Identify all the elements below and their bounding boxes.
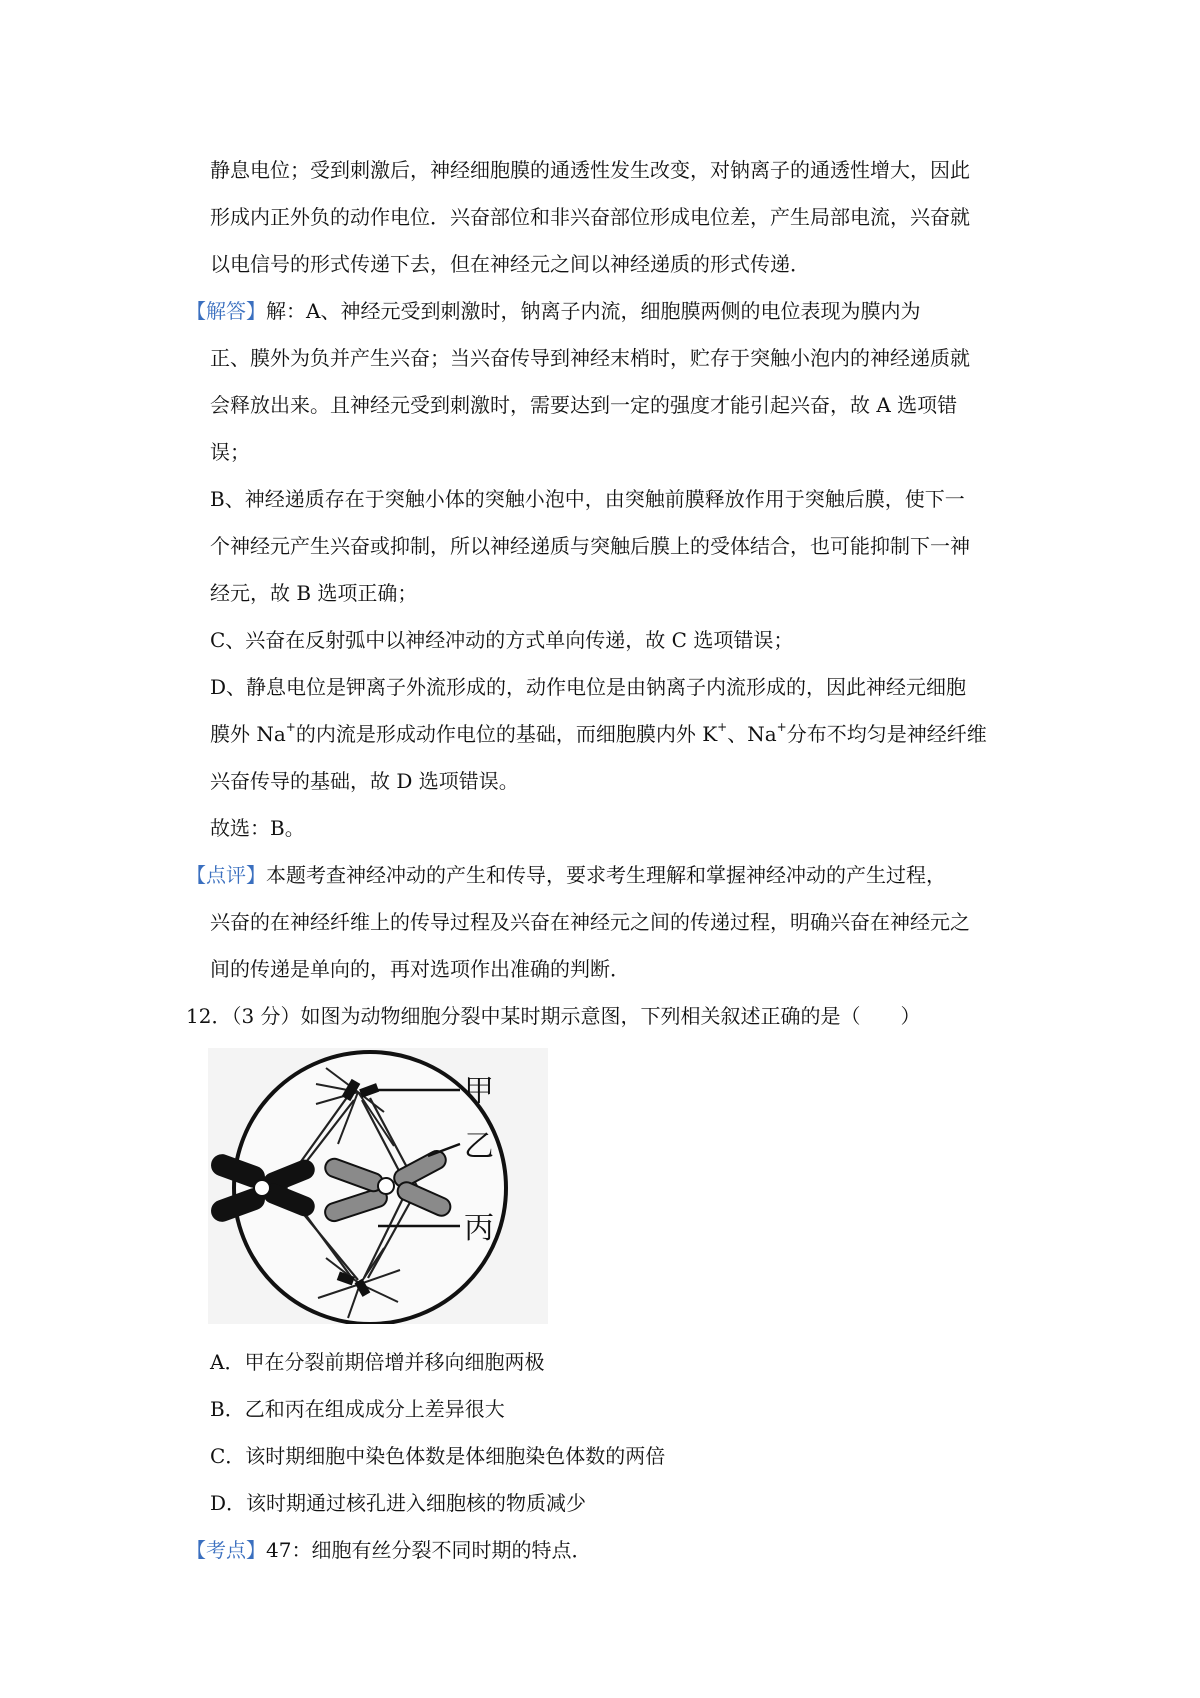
answer-text: 解：A、神经元受到刺激时，钠离子内流，细胞膜两侧的电位表现为膜内为 [266,299,921,323]
answer-line-ions [210,720,987,748]
answer-line: 正、膜外为负并产生兴奋；当兴奋传导到神经末梢时，贮存于突触小泡内的神经递质就 [210,346,970,370]
answer-line: 经元，故 B 选项正确； [210,581,418,605]
figure-label-yi: 乙 [464,1129,494,1164]
answer-line: 会释放出来。且神经元受到刺激时，需要达到一定的强度才能引起兴奋，故 A 选项错 [210,393,958,417]
cell-division-figure [208,1048,548,1324]
comment-line: 间的传递是单向的，再对选项作出准确的判断． [210,957,630,981]
analysis-line: 形成内正外负的动作电位．兴奋部位和非兴奋部位形成电位差，产生局部电流，兴奋就 [210,205,970,229]
option-c: C．该时期细胞中染色体数是体细胞染色体数的两倍 [210,1444,666,1468]
text-fragment: 的内流是形成动作电位的基础，而细胞膜内外 K [295,722,718,746]
answer-line: 兴奋传导的基础，故 D 选项错误。 [210,769,519,793]
kaodian-text: 47：细胞有丝分裂不同时期的特点． [266,1538,592,1562]
analysis-line: 静息电位；受到刺激后，神经细胞膜的通透性发生改变，对钠离子的通透性增大，因此 [210,158,970,182]
question-stem: 12．（3 分）如图为动物细胞分裂中某时期示意图，下列相关叙述正确的是（ ） [186,1004,921,1028]
answer-line: 误； [210,440,250,464]
kaodian-tag: 【考点】 [186,1538,266,1562]
option-b: B．乙和丙在组成成分上差异很大 [210,1397,505,1421]
superscript: + [717,720,728,735]
answer-choice: 故选：B。 [210,816,305,840]
figure-label-jia: 甲 [464,1074,494,1109]
answer-line: 个神经元产生兴奋或抑制，所以神经递质与突触后膜上的受体结合，也可能抑制下一神 [210,534,970,558]
text-fragment: 、Na [727,722,777,746]
superscript: + [776,720,787,735]
text-fragment: 分布不均匀是神经纤维 [786,722,987,746]
option-a: A．甲在分裂前期倍增并移向细胞两极 [210,1350,545,1374]
answer-tag: 【解答】 [186,299,266,323]
answer-line: B、神经递质存在于突触小体的突触小泡中，由突触前膜释放作用于突触后膜，使下一 [210,487,965,511]
comment-line: 兴奋的在神经纤维上的传导过程及兴奋在神经元之间的传递过程，明确兴奋在神经元之 [210,910,970,934]
comment-line [186,861,946,889]
option-d: D．该时期通过核孔进入细胞核的物质减少 [210,1491,587,1515]
comment-text: 本题考查神经冲动的产生和传导，要求考生理解和掌握神经冲动的产生过程， [266,863,946,887]
kaodian-line [186,1536,591,1564]
text-fragment: 膜外 Na [210,722,286,746]
answer-line: D、静息电位是钾离子外流形成的，动作电位是由钠离子内流形成的，因此神经元细胞 [210,675,967,699]
comment-tag: 【点评】 [186,863,266,887]
figure-label-bing: 丙 [464,1211,494,1246]
analysis-line: 以电信号的形式传递下去，但在神经元之间以神经递质的形式传递． [210,252,810,276]
answer-line: C、兴奋在反射弧中以神经冲动的方式单向传递，故 C 选项错误； [210,628,794,652]
answer-line [186,297,920,325]
superscript: + [285,720,296,735]
